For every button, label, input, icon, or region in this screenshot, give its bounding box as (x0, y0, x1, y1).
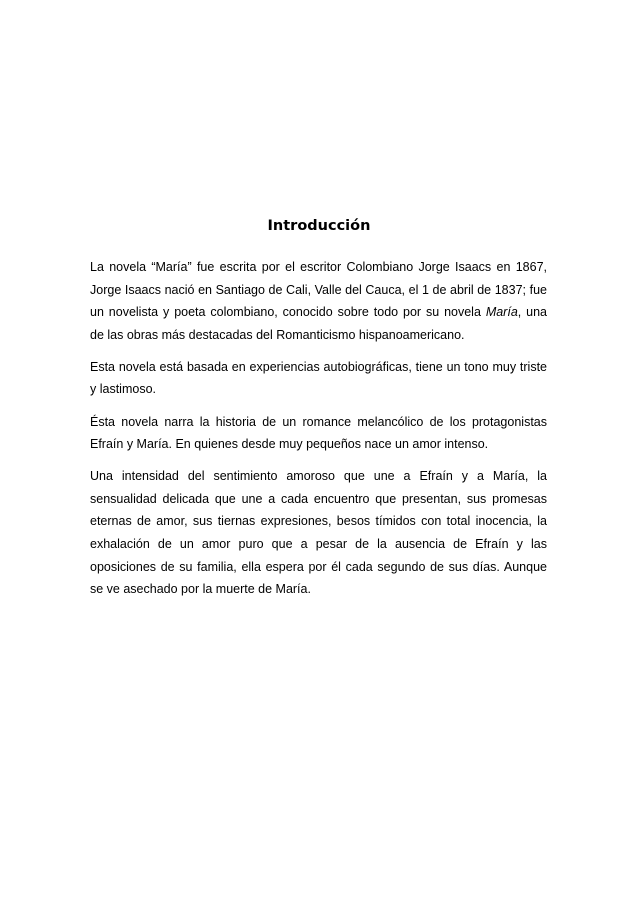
document-body (90, 256, 547, 610)
novel-title-italic: María (485, 305, 518, 320)
paragraph-1 (90, 256, 547, 346)
paragraph-4: Una intensidad del sentimiento amoroso que une a Efraín y a María, la sensualidad delicada que une a cada encuentro que presentan, sus promesas eternas de amor, sus tiernas expresiones, besos tímidos con total inocencia, la exhalación de un amor puro que a pesar de la ausencia de Efraín y las oposiciones de su familia, ella espera por él cada segundo de sus días. Aunque se ve asechado por la muerte de María. (90, 469, 547, 597)
page-title: Introducción (267, 218, 371, 234)
paragraph-3: Ésta novela narra la historia de un romance melancólico de los protagonistas Efraín y María. En quienes desde muy pequeños nace un amor intenso. (90, 414, 547, 452)
paragraph-2: Esta novela está basada en experiencias autobiográficas, tiene un tono muy triste y lastimoso. (90, 359, 547, 397)
paragraph-1-text-start: La novela “María” fue escrita por el escritor Colombiano Jorge Isaacs en 1867, Jorge Isaacs nació en Santiago de Cali, Valle del Cauca, el 1 de abril de 1837; fue un novelista y poeta colombiano, conocido sobre todo por su novela (90, 260, 547, 320)
paragraph-1-text-end: , una de las obras más destacadas del Romanticismo hispanoamericano. (90, 305, 547, 342)
